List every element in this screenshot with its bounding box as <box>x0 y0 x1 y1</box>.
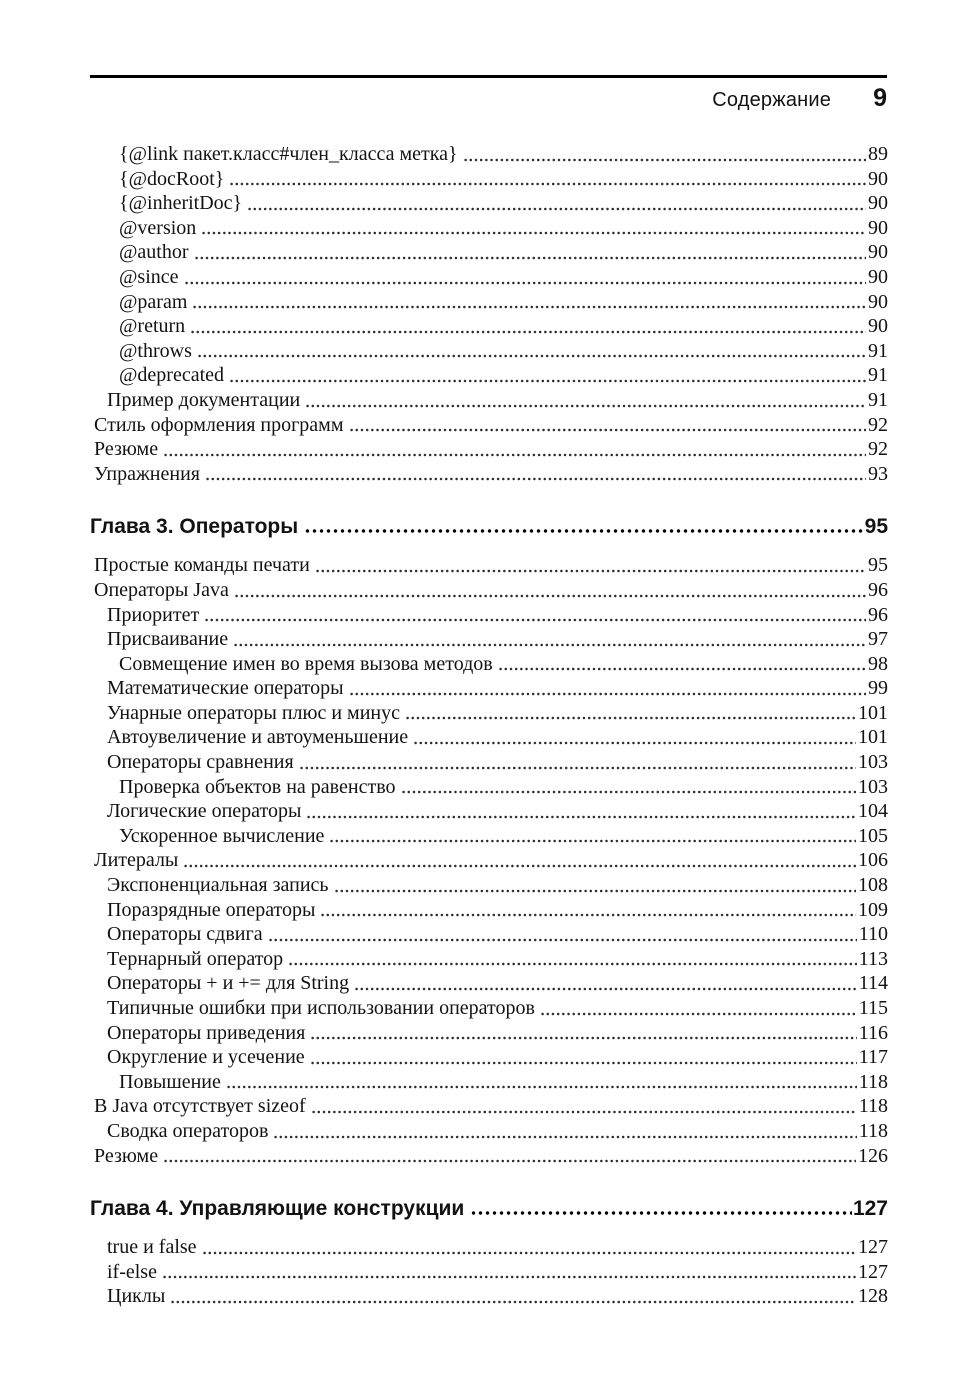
toc-entry <box>90 413 888 438</box>
toc-entry <box>90 676 888 701</box>
dot-leader <box>349 676 866 701</box>
entry-page-number: 99 <box>868 677 888 700</box>
entry-page-number: 103 <box>858 775 888 798</box>
entry-label: Операторы Java <box>94 578 229 601</box>
toc-entry <box>90 898 888 923</box>
toc-entry <box>90 553 888 578</box>
entry-label: Пример документации <box>107 388 301 411</box>
entry-label: @return <box>119 315 186 338</box>
toc-entry <box>90 799 888 824</box>
table-of-contents <box>90 142 888 1309</box>
dot-leader <box>229 363 866 388</box>
entry-page-number: 118 <box>858 1095 888 1118</box>
dot-leader <box>233 627 866 652</box>
toc-entry <box>90 142 888 167</box>
entry-label: @version <box>119 216 197 239</box>
entry-page-number: 118 <box>858 1119 888 1142</box>
entry-page-number: 93 <box>868 462 888 485</box>
entry-page-number: 90 <box>868 290 888 313</box>
toc-entry <box>90 627 888 652</box>
entry-page-number: 91 <box>868 388 888 411</box>
entry-label: Упражнения <box>94 462 200 485</box>
entry-page-number: 90 <box>868 192 888 215</box>
entry-page-number: 98 <box>868 652 888 675</box>
entry-label: {@link пакет.класс#член_класса метка} <box>119 143 458 165</box>
toc-entry <box>90 240 888 265</box>
entry-label: @deprecated <box>119 364 225 387</box>
toc-entry <box>90 1144 888 1169</box>
entry-label: if-else <box>107 1260 157 1283</box>
toc-entry <box>90 922 888 947</box>
dot-leader <box>311 1094 857 1119</box>
dot-leader <box>234 578 866 603</box>
chapter-title: Глава 4. Управляющие конструкции <box>90 1197 465 1221</box>
toc-entry <box>90 363 888 388</box>
dot-leader <box>226 1070 857 1095</box>
running-title: Содержание <box>712 89 832 111</box>
dot-leader <box>202 1235 856 1260</box>
dot-leader <box>229 167 866 192</box>
entry-page-number: 103 <box>858 751 888 774</box>
toc-entry <box>90 1021 888 1046</box>
dot-leader <box>183 848 856 873</box>
entry-label: @author <box>119 241 189 264</box>
entry-label: Циклы <box>107 1285 166 1308</box>
entry-label: {@docRoot} <box>119 167 225 190</box>
entry-label: Унарные операторы плюс и минус <box>107 701 400 724</box>
dot-leader <box>163 437 866 462</box>
entry-label: Сводка операторов <box>107 1119 269 1142</box>
entry-label: true и false <box>107 1236 197 1259</box>
dot-leader <box>354 971 857 996</box>
dot-leader <box>204 603 866 628</box>
entry-page-number: 115 <box>858 997 888 1019</box>
dot-leader <box>170 1284 856 1309</box>
entry-label: Совмещение имен во время вызова методов <box>119 652 493 675</box>
entry-page-number: 97 <box>868 628 888 651</box>
entry-label: Приоритет <box>107 603 200 626</box>
toc-entry <box>90 873 888 898</box>
entry-page-number: 96 <box>868 603 888 626</box>
entry-label: Логические операторы <box>107 800 302 823</box>
dot-leader <box>288 947 857 972</box>
entry-page-number: 90 <box>868 167 888 190</box>
dot-leader <box>470 1196 852 1222</box>
entry-page-number: 128 <box>858 1285 888 1308</box>
dot-leader <box>401 775 857 800</box>
toc-entry <box>90 971 888 996</box>
toc-entry <box>90 314 888 339</box>
toc-entry <box>90 578 888 603</box>
entry-label: @param <box>119 290 188 313</box>
toc-entry <box>90 652 888 677</box>
entry-label: Поразрядные операторы <box>107 898 316 921</box>
page-header <box>90 84 887 113</box>
dot-leader <box>268 922 857 947</box>
entry-page-number: 91 <box>868 364 888 387</box>
dot-leader <box>247 191 866 216</box>
entry-page-number: 90 <box>868 241 888 264</box>
entry-page-number: 92 <box>868 438 888 461</box>
chapter-page-number: 95 <box>864 515 888 539</box>
dot-leader <box>498 652 866 677</box>
entry-label: В Java отсутствует sizeof <box>94 1095 306 1118</box>
dot-leader <box>304 514 863 540</box>
toc-entry <box>90 290 888 315</box>
entry-label: Резюме <box>94 438 159 461</box>
entry-label: Резюме <box>94 1144 159 1167</box>
entry-label: Простые команды печати <box>94 554 310 577</box>
entry-label: Операторы приведения <box>107 1021 306 1044</box>
toc-entry <box>90 1235 888 1260</box>
entry-page-number: 90 <box>868 216 888 239</box>
entry-page-number: 117 <box>858 1046 888 1069</box>
dot-leader <box>190 314 866 339</box>
toc-entry <box>90 947 888 972</box>
toc-entry <box>90 1045 888 1070</box>
chapter-page-number: 127 <box>852 1197 888 1221</box>
toc-entry <box>90 1070 888 1095</box>
entry-page-number: 126 <box>858 1144 888 1167</box>
dot-leader <box>273 1119 856 1144</box>
dot-leader <box>310 1045 857 1070</box>
entry-label: Типичные ошибки при использовании операторов <box>107 997 535 1019</box>
dot-leader <box>334 873 856 898</box>
toc-entry <box>90 603 888 628</box>
dot-leader <box>320 898 856 923</box>
entry-page-number: 96 <box>868 578 888 601</box>
entry-label: Тернарный оператор <box>107 947 284 970</box>
toc-entry <box>90 775 888 800</box>
entry-label: Операторы сдвига <box>107 923 263 946</box>
dot-leader <box>306 799 856 824</box>
dot-leader <box>197 339 866 364</box>
entry-page-number: 113 <box>858 947 888 970</box>
entry-page-number: 92 <box>868 413 888 436</box>
dot-leader <box>205 462 866 487</box>
entry-page-number: 109 <box>858 898 888 921</box>
dot-leader <box>162 1260 856 1285</box>
entry-label: Математические операторы <box>107 677 344 700</box>
toc-entry <box>90 848 888 873</box>
dot-leader <box>315 553 866 578</box>
entry-page-number: 89 <box>868 143 888 165</box>
toc-entry <box>90 388 888 413</box>
dot-leader <box>305 388 866 413</box>
dot-leader <box>299 750 856 775</box>
toc-entry <box>90 725 888 750</box>
header-rule <box>90 75 887 78</box>
dot-leader <box>310 1021 856 1046</box>
entry-label: Ускоренное вычисление <box>119 824 325 847</box>
toc-entry <box>90 339 888 364</box>
dot-leader <box>540 996 857 1021</box>
entry-page-number: 118 <box>858 1070 888 1093</box>
toc-entry <box>90 1094 888 1119</box>
toc-entry <box>90 824 888 849</box>
toc-entry <box>90 191 888 216</box>
dot-leader <box>184 265 866 290</box>
toc-entry <box>90 750 888 775</box>
entry-label: {@inheritDoc} <box>119 192 243 215</box>
toc-entry <box>90 167 888 192</box>
dot-leader <box>194 240 866 265</box>
toc-entry <box>90 216 888 241</box>
dot-leader <box>192 290 866 315</box>
entry-page-number: 127 <box>858 1236 888 1259</box>
entry-page-number: 106 <box>858 849 888 872</box>
entry-label: Операторы + и += для String <box>107 972 350 995</box>
entry-page-number: 104 <box>858 800 888 823</box>
entry-label: Операторы сравнения <box>107 751 294 774</box>
entry-label: Проверка объектов на равенство <box>119 775 396 798</box>
entry-label: Стиль оформления программ <box>94 413 344 436</box>
dot-leader <box>413 725 856 750</box>
toc-entry <box>90 462 888 487</box>
dot-leader <box>405 701 856 726</box>
entry-label: @throws <box>119 339 192 362</box>
entry-label: Экспоненциальная запись <box>107 874 329 897</box>
entry-page-number: 105 <box>858 824 888 847</box>
entry-label: Автоувеличение и автоуменьшение <box>107 726 409 749</box>
entry-page-number: 108 <box>858 874 888 897</box>
dot-leader <box>329 824 856 849</box>
entry-label: Литералы <box>94 849 179 872</box>
entry-label: Округление и усечение <box>107 1046 305 1069</box>
entry-page-number: 110 <box>858 923 888 946</box>
entry-page-number: 90 <box>868 315 888 338</box>
toc-entry <box>90 1119 888 1144</box>
entry-page-number: 90 <box>868 265 888 288</box>
entry-label: Присваивание <box>107 628 229 651</box>
toc-entry <box>90 437 888 462</box>
entry-page-number: 101 <box>858 726 888 749</box>
toc-entry <box>90 701 888 726</box>
chapter-heading <box>90 1196 888 1222</box>
toc-entry <box>90 996 888 1021</box>
toc-entry <box>90 265 888 290</box>
dot-leader <box>163 1144 856 1169</box>
dot-leader <box>463 142 866 167</box>
dot-leader <box>349 413 867 438</box>
entry-page-number: 91 <box>868 339 888 362</box>
chapter-heading <box>90 514 888 540</box>
entry-label: @since <box>119 265 179 288</box>
dot-leader <box>201 216 866 241</box>
chapter-title: Глава 3. Операторы <box>90 515 299 539</box>
toc-entry <box>90 1260 888 1285</box>
entry-page-number: 95 <box>868 554 888 577</box>
entry-page-number: 127 <box>858 1260 888 1283</box>
header-page-number: 9 <box>873 84 887 112</box>
toc-entry <box>90 1284 888 1309</box>
entry-page-number: 114 <box>858 972 888 995</box>
entry-page-number: 101 <box>858 701 888 724</box>
entry-page-number: 116 <box>858 1021 888 1044</box>
entry-label: Повышение <box>119 1070 221 1093</box>
